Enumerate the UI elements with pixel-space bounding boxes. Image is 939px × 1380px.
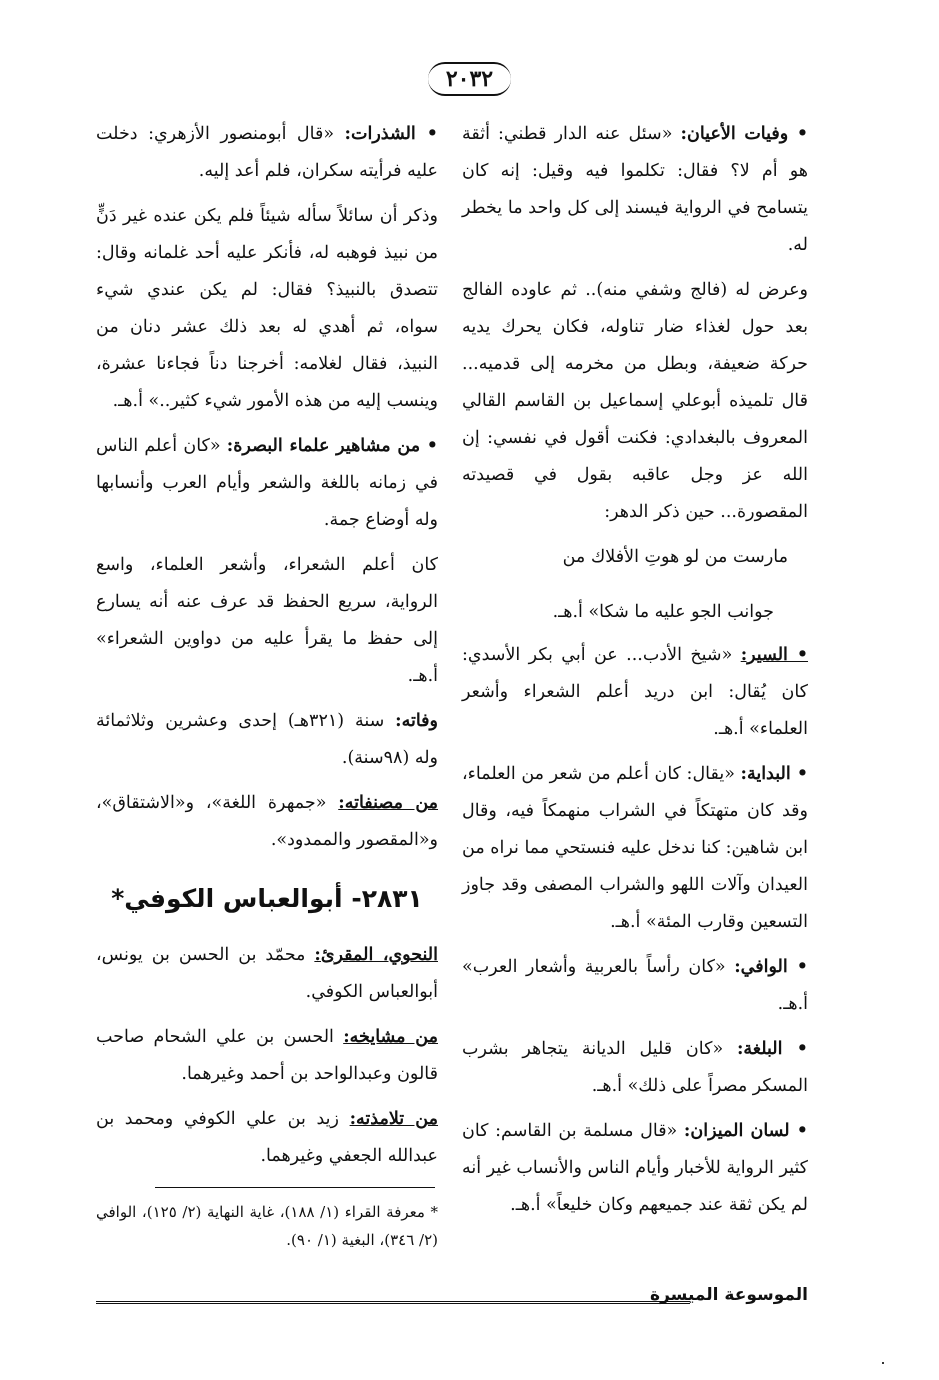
source-label: • الشذرات: xyxy=(344,124,438,144)
paragraph-alam: كان أعلم الشعراء، وأشعر العلماء، واسع الرواية، سريع الحفظ قد عرف عنه أنه يسارع إلى حفظ ما يقرأ عليه من دواوين الشعراء» أ.هـ. xyxy=(96,555,438,686)
field-label: النحوي، المقرئ: xyxy=(314,945,438,965)
footnote: * معرفة القراء (١/ ١٨٨)، غاية النهاية (٢/ ١٢٥)، الوافي (٢/ ٣٤٦)، البغية (١/ ٩٠). xyxy=(96,1203,438,1249)
paragraph-nabidh: وذكر أن سائلاً سأله شيئاً فلم يكن عنده غير دَنٍّ من نبيذ فوهبه له، فأنكر عليه أحد غلمانه وقال: تتصدق بالنبيذ؟ فقال: لم يكن عندي شيء سواه، ثم أهدي له بعد ذلك عشر دنان من النبيذ، فقال لغلامه: أخرجنا دناً فجاءنا عشرة، وينسب إليه من هذه الأمور شيء كثير..» أ.هـ. xyxy=(96,206,438,411)
page-number xyxy=(0,62,939,96)
source-label: • الوافي: xyxy=(734,957,808,977)
page-number-value: ٢٠٣٢ xyxy=(428,62,511,96)
paragraph-lisan xyxy=(462,1113,808,1224)
field-label: من مشايخه: xyxy=(343,1027,438,1047)
paragraph-nahwi xyxy=(96,937,438,1011)
paragraph-shadharat xyxy=(96,116,438,190)
paragraph-shuyukh xyxy=(96,1019,438,1093)
paragraph-siyar xyxy=(462,637,808,748)
field-text: «جمهرة اللغة»، و«الاشتقاق»، و«المقصور والممدود». xyxy=(96,793,438,850)
paragraph-bulgha xyxy=(462,1031,808,1105)
source-label: • لسان الميزان: xyxy=(683,1121,808,1141)
paragraph-text: «قال مسلمة بن القاسم: كان كثير الرواية للأخبار وأيام الناس والأنساب غير أنه لم يكن ثقة عند جميعهم وكان خليعاً» أ.هـ. xyxy=(462,1121,808,1215)
footnote-divider xyxy=(155,1187,435,1188)
paragraph-text: «كان أعلم الناس في زمانه باللغة والشعر وأيام العرب وأنسابها وله أوضاع جمة. xyxy=(96,436,438,530)
source-label: • من مشاهير علماء البصرة: xyxy=(226,436,438,456)
source-label: • البلغة: xyxy=(736,1039,808,1059)
paragraph-text: «قال أبومنصور الأزهري: دخلت عليه فرأيته سكران، فلم أعد إليه. xyxy=(96,124,438,181)
paragraph-text: «شيخ الأدب... عن أبي بكر الأسدي: كان يُقال: ابن دريد أعلم الشعراء وأشعر العلماء» أ.هـ. xyxy=(462,645,808,739)
left-column xyxy=(96,116,438,1183)
paragraph-wafi xyxy=(462,949,808,1023)
footer-brand: الموسوعة الميسرة xyxy=(650,1285,808,1305)
footer-divider xyxy=(96,1301,690,1304)
field-label: من تلامذته: xyxy=(349,1109,439,1129)
paragraph-bidaya xyxy=(462,756,808,941)
field-text: سنة (٣٢١هـ) إحدى وعشرين وثلاثمائة وله (٩٨سنة). xyxy=(96,711,438,768)
paragraph-works xyxy=(96,785,438,859)
paragraph-text: «كان قليل الديانة يتجاهر بشرب المسكر مصراً على ذلك» أ.هـ. xyxy=(462,1039,808,1096)
paragraph-text: «كان رأساً بالعربية وأشعار العرب» أ.هـ. xyxy=(462,957,808,1014)
paragraph-text: «سئل عنه الدار قطني: أثقة هو أم لا؟ فقال: تكلموا فيه وقيل: إنه كان يتسامح في الرواية فيسند إلى كل واحد ما يخطر له. xyxy=(462,124,808,255)
source-label: • وفيات الأعيان: xyxy=(680,124,809,144)
paragraph-falij: وعرض له (فالج وشفي منه).. ثم عاوده الفالج بعد حول لغذاء ضار تناوله، فكان يحرك يديه حركة ضعيفة، وبطل من مخرمه إلى قدميه... قال تلميذه أبوعلي إسماعيل بن القاسم القالي المعروف بالبغدادي: فكنت أقول في نفسي: إن الله عز وجل عاقبه بقول في قصيدته المقصورة... حين ذكر الدهر: xyxy=(462,280,808,522)
field-text: محمّد بن الحسن بن يونس، أبوالعباس الكوفي. xyxy=(96,945,438,1002)
paragraph-basra xyxy=(96,428,438,539)
paragraph-talamidh xyxy=(96,1101,438,1175)
paragraph-death xyxy=(96,703,438,777)
paragraph-text: «يقال: كان أعلم من شعر من العلماء، وقد كان متهتكاً في الشراب منهمكاً فيه، وقال ابن شاهين: كنا ندخل عليه فنستحي مما نراه من العيدان وآلات اللهو والشراب المصفى وقد جاوز التسعين وقارب المئة» أ.هـ. xyxy=(462,764,808,932)
page-footer xyxy=(96,1285,808,1313)
entry-title: ٢٨٣١- أبوالعباس الكوفي* xyxy=(111,884,423,913)
verse-line-2: جوانب الجو عليه ما شكا» أ.هـ. xyxy=(552,602,774,622)
field-label: من مصنفاته: xyxy=(338,793,439,813)
field-text: الحسن بن علي الشحام صاحب قالون وعبدالواحد بن أحمد وغيرهما. xyxy=(96,1027,438,1084)
paragraph-wafayat xyxy=(462,116,808,264)
field-label: وفاته: xyxy=(395,711,439,731)
scan-speck xyxy=(882,1362,884,1364)
source-label: • البداية: xyxy=(740,764,808,784)
field-text: زيد بن علي الكوفي ومحمد بن عبدالله الجعفي وغيرهما. xyxy=(96,1109,438,1166)
source-label: • السير: xyxy=(740,645,809,665)
right-column xyxy=(462,116,808,1232)
verse-line-1: مارست من لو هوتِ الأفلاك من xyxy=(562,547,788,567)
